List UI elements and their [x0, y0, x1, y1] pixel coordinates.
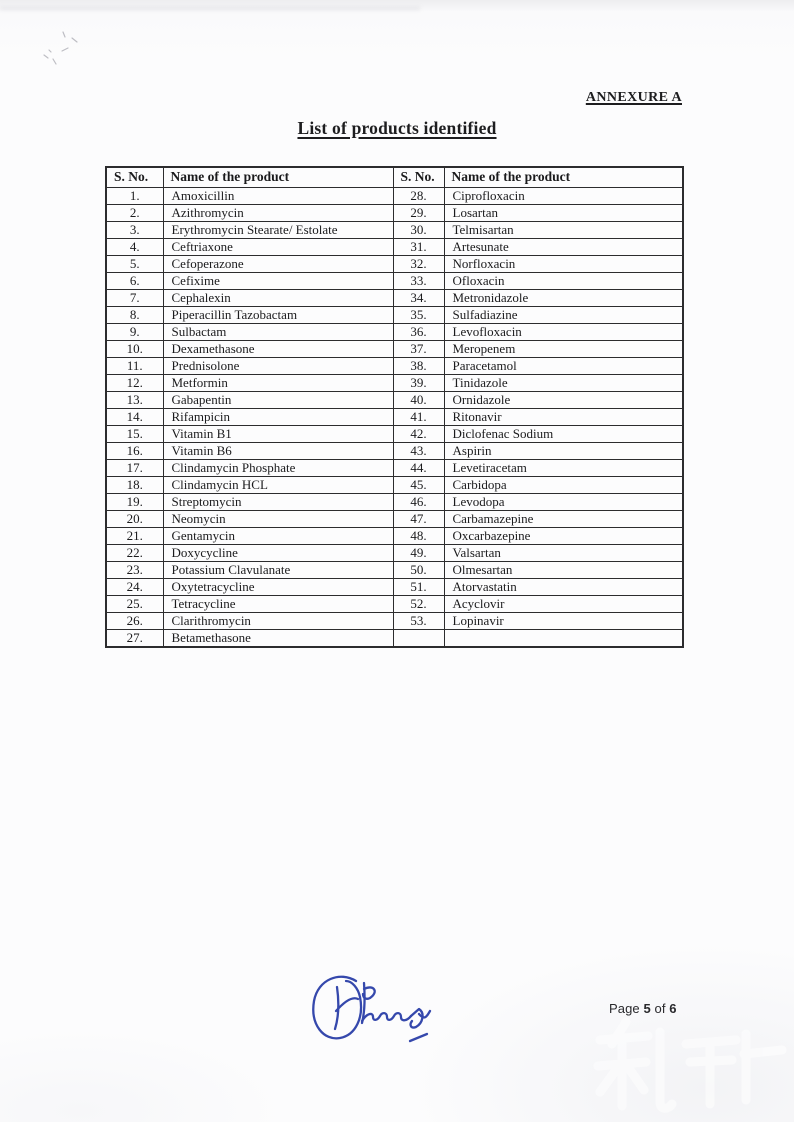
product-name-cell: Gabapentin	[163, 391, 393, 408]
serial-number-cell: 14.	[106, 408, 163, 425]
col-header-sno-left: S. No.	[106, 167, 163, 187]
serial-number-cell: 43.	[393, 442, 444, 459]
serial-number-cell: 37.	[393, 340, 444, 357]
serial-number-cell: 52.	[393, 595, 444, 612]
table-row	[106, 357, 683, 374]
table-row	[106, 561, 683, 578]
serial-number-cell: 3.	[106, 221, 163, 238]
product-name-cell: Rifampicin	[163, 408, 393, 425]
product-name-cell: Oxcarbazepine	[444, 527, 683, 544]
product-name-cell	[444, 629, 683, 647]
page-title: List of products identified	[297, 118, 497, 138]
serial-number-cell: 31.	[393, 238, 444, 255]
product-name-cell: Levodopa	[444, 493, 683, 510]
product-name-cell: Cefoperazone	[163, 255, 393, 272]
serial-number-cell: 40.	[393, 391, 444, 408]
serial-number-cell: 26.	[106, 612, 163, 629]
product-name-cell: Vitamin B1	[163, 425, 393, 442]
serial-number-cell: 16.	[106, 442, 163, 459]
table-row	[106, 238, 683, 255]
table-row	[106, 510, 683, 527]
product-name-cell: Meropenem	[444, 340, 683, 357]
serial-number-cell: 5.	[106, 255, 163, 272]
product-name-cell: Piperacillin Tazobactam	[163, 306, 393, 323]
serial-number-cell: 17.	[106, 459, 163, 476]
product-name-cell: Ofloxacin	[444, 272, 683, 289]
table-row	[106, 612, 683, 629]
product-name-cell: Metformin	[163, 374, 393, 391]
product-name-cell: Amoxicillin	[163, 187, 393, 204]
product-name-cell: Aspirin	[444, 442, 683, 459]
table-row	[106, 187, 683, 204]
table-row	[106, 629, 683, 647]
product-name-cell: Carbamazepine	[444, 510, 683, 527]
footer-page-word: Page	[609, 1001, 644, 1016]
scan-artifact	[0, 7, 420, 10]
serial-number-cell: 39.	[393, 374, 444, 391]
serial-number-cell: 38.	[393, 357, 444, 374]
serial-number-cell	[393, 629, 444, 647]
product-name-cell: Olmesartan	[444, 561, 683, 578]
watermark	[586, 1014, 792, 1118]
product-name-cell: Metronidazole	[444, 289, 683, 306]
table-row	[106, 595, 683, 612]
footer-of-word: of	[650, 1001, 670, 1016]
product-name-cell: Doxycycline	[163, 544, 393, 561]
serial-number-cell: 11.	[106, 357, 163, 374]
product-name-cell: Cephalexin	[163, 289, 393, 306]
product-name-cell: Lopinavir	[444, 612, 683, 629]
footer-page-number: 5	[643, 1001, 651, 1016]
serial-number-cell: 29.	[393, 204, 444, 221]
table-row	[106, 442, 683, 459]
serial-number-cell: 28.	[393, 187, 444, 204]
serial-number-cell: 45.	[393, 476, 444, 493]
serial-number-cell: 44.	[393, 459, 444, 476]
product-name-cell: Betamethasone	[163, 629, 393, 647]
product-name-cell: Acyclovir	[444, 595, 683, 612]
serial-number-cell: 36.	[393, 323, 444, 340]
product-name-cell: Clindamycin Phosphate	[163, 459, 393, 476]
serial-number-cell: 20.	[106, 510, 163, 527]
serial-number-cell: 35.	[393, 306, 444, 323]
product-name-cell: Prednisolone	[163, 357, 393, 374]
serial-number-cell: 48.	[393, 527, 444, 544]
serial-number-cell: 8.	[106, 306, 163, 323]
serial-number-cell: 6.	[106, 272, 163, 289]
product-name-cell: Neomycin	[163, 510, 393, 527]
serial-number-cell: 15.	[106, 425, 163, 442]
table-row	[106, 425, 683, 442]
product-name-cell: Ritonavir	[444, 408, 683, 425]
table-row	[106, 493, 683, 510]
serial-number-cell: 24.	[106, 578, 163, 595]
serial-number-cell: 47.	[393, 510, 444, 527]
product-name-cell: Artesunate	[444, 238, 683, 255]
product-name-cell: Clindamycin HCL	[163, 476, 393, 493]
serial-number-cell: 1.	[106, 187, 163, 204]
serial-number-cell: 27.	[106, 629, 163, 647]
col-header-name-right: Name of the product	[444, 167, 683, 187]
product-name-cell: Atorvastatin	[444, 578, 683, 595]
footer-total-pages: 6	[669, 1001, 677, 1016]
table-row	[106, 340, 683, 357]
pencil-marks	[36, 26, 92, 72]
serial-number-cell: 49.	[393, 544, 444, 561]
signature-scrawl	[306, 971, 446, 1053]
product-name-cell: Ceftriaxone	[163, 238, 393, 255]
product-name-cell: Clarithromycin	[163, 612, 393, 629]
table-row	[106, 289, 683, 306]
table-row	[106, 527, 683, 544]
table-row	[106, 204, 683, 221]
product-name-cell: Losartan	[444, 204, 683, 221]
product-name-cell: Tetracycline	[163, 595, 393, 612]
table-row	[106, 459, 683, 476]
table-row	[106, 255, 683, 272]
product-name-cell: Sulbactam	[163, 323, 393, 340]
table-row	[106, 323, 683, 340]
product-name-cell: Oxytetracycline	[163, 578, 393, 595]
product-name-cell: Azithromycin	[163, 204, 393, 221]
table-row	[106, 476, 683, 493]
serial-number-cell: 10.	[106, 340, 163, 357]
serial-number-cell: 12.	[106, 374, 163, 391]
product-name-cell: Sulfadiazine	[444, 306, 683, 323]
product-name-cell: Paracetamol	[444, 357, 683, 374]
serial-number-cell: 23.	[106, 561, 163, 578]
product-name-cell: Levofloxacin	[444, 323, 683, 340]
serial-number-cell: 13.	[106, 391, 163, 408]
serial-number-cell: 34.	[393, 289, 444, 306]
serial-number-cell: 30.	[393, 221, 444, 238]
product-name-cell: Ciprofloxacin	[444, 187, 683, 204]
product-name-cell: Erythromycin Stearate/ Estolate	[163, 221, 393, 238]
serial-number-cell: 2.	[106, 204, 163, 221]
serial-number-cell: 4.	[106, 238, 163, 255]
product-name-cell: Potassium Clavulanate	[163, 561, 393, 578]
product-name-cell: Ornidazole	[444, 391, 683, 408]
product-name-cell: Gentamycin	[163, 527, 393, 544]
serial-number-cell: 19.	[106, 493, 163, 510]
serial-number-cell: 42.	[393, 425, 444, 442]
serial-number-cell: 41.	[393, 408, 444, 425]
product-name-cell: Carbidopa	[444, 476, 683, 493]
table-row	[106, 578, 683, 595]
serial-number-cell: 7.	[106, 289, 163, 306]
product-name-cell: Levetiracetam	[444, 459, 683, 476]
serial-number-cell: 46.	[393, 493, 444, 510]
product-name-cell: Tinidazole	[444, 374, 683, 391]
serial-number-cell: 25.	[106, 595, 163, 612]
table-row	[106, 408, 683, 425]
table-row	[106, 272, 683, 289]
product-name-cell: Norfloxacin	[444, 255, 683, 272]
product-name-cell: Dexamethasone	[163, 340, 393, 357]
product-name-cell: Cefixime	[163, 272, 393, 289]
serial-number-cell: 32.	[393, 255, 444, 272]
serial-number-cell: 53.	[393, 612, 444, 629]
product-name-cell: Vitamin B6	[163, 442, 393, 459]
table-row	[106, 391, 683, 408]
serial-number-cell: 22.	[106, 544, 163, 561]
table-row	[106, 544, 683, 561]
table-row	[106, 221, 683, 238]
table-row	[106, 374, 683, 391]
col-header-name-left: Name of the product	[163, 167, 393, 187]
products-table	[105, 166, 684, 648]
table-header-row	[106, 167, 683, 187]
serial-number-cell: 51.	[393, 578, 444, 595]
serial-number-cell: 33.	[393, 272, 444, 289]
annexure-label: ANNEXURE A	[585, 90, 682, 105]
serial-number-cell: 50.	[393, 561, 444, 578]
product-name-cell: Telmisartan	[444, 221, 683, 238]
serial-number-cell: 21.	[106, 527, 163, 544]
serial-number-cell: 9.	[106, 323, 163, 340]
product-name-cell: Diclofenac Sodium	[444, 425, 683, 442]
col-header-sno-right: S. No.	[393, 167, 444, 187]
product-name-cell: Valsartan	[444, 544, 683, 561]
product-name-cell: Streptomycin	[163, 493, 393, 510]
serial-number-cell: 18.	[106, 476, 163, 493]
table-row	[106, 306, 683, 323]
